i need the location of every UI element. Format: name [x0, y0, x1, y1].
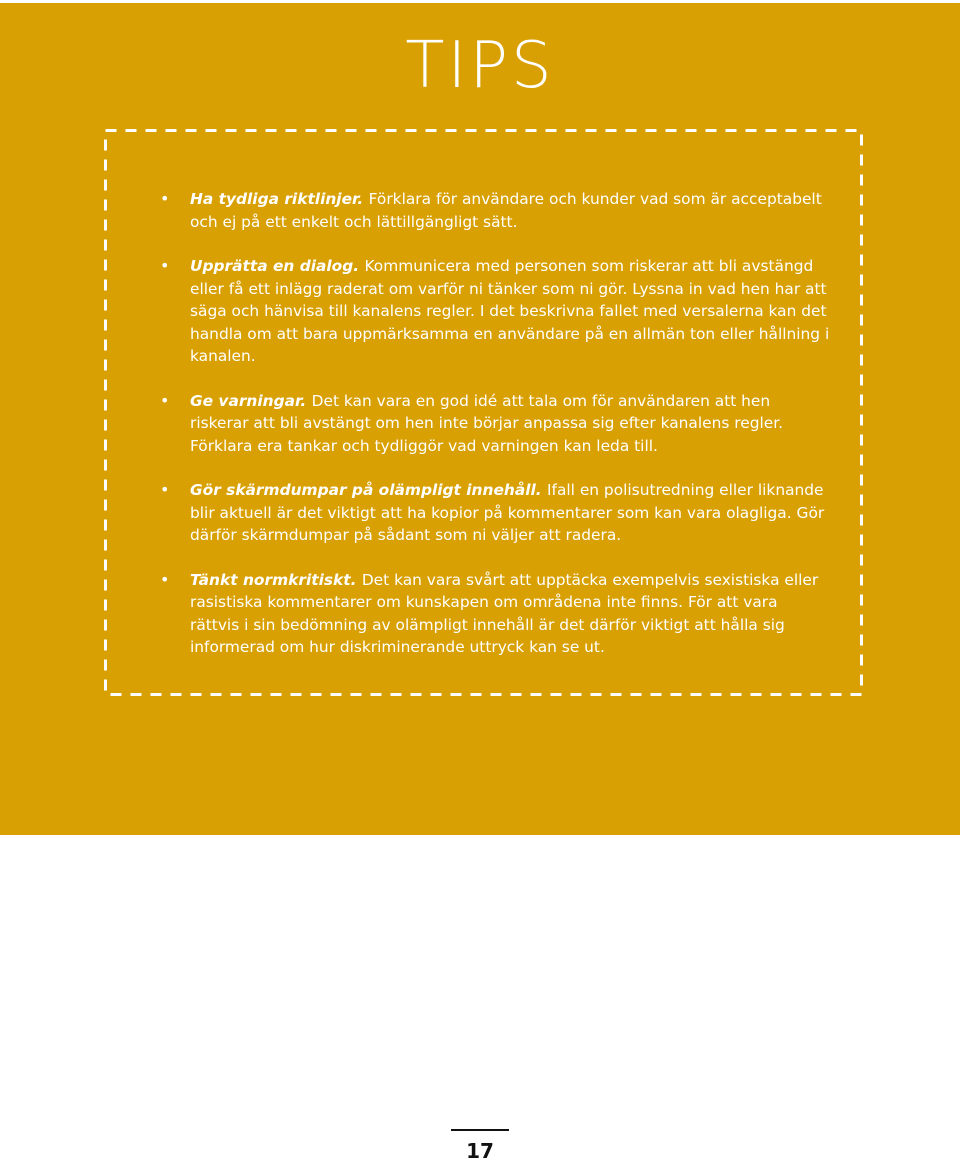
tip-item	[160, 479, 830, 547]
tip-lead: Tänkt normkritiskt.	[190, 570, 362, 589]
tip-item	[160, 255, 830, 368]
tip-lead: Gör skärmdumpar på olämpligt innehåll.	[190, 481, 547, 499]
page-number: 17	[466, 1139, 494, 1162]
tip-body: Det kan vara svårt att upptäcka exempelvis sexistiska eller rasistiska kommentarer om kunskapen om områdena inte finns. För att vara rättvis i sin bedömning av olämpligt innehåll är det därför viktigt att hålla sig informerad om hur diskriminerande uttryck kan se ut.	[190, 570, 819, 656]
bullet-icon: •	[160, 189, 170, 208]
tip-body: Ifall en polisutredning eller liknande blir aktuell är det viktigt att ha kopior på kommentarer som kan vara olagliga. Gör därför skärmdumpar på sådant som ni väljer att radera.	[190, 481, 825, 544]
tip-body: Förklara för användare och kunder vad som är acceptabelt och ej på ett enkelt och lättillgängligt sätt.	[190, 190, 822, 231]
bullet-icon: •	[160, 256, 170, 275]
tip-lead: Ge varningar.	[190, 391, 312, 410]
tip-item	[160, 188, 830, 233]
tips-list	[160, 188, 830, 681]
tip-item	[160, 569, 830, 659]
bullet-icon: •	[160, 480, 170, 499]
tip-item	[160, 390, 830, 458]
tip-lead: Ha tydliga riktlinjer.	[190, 190, 369, 208]
bullet-icon: •	[160, 390, 170, 410]
page-title: TIPS	[405, 29, 555, 103]
page-number-rule	[451, 1129, 509, 1131]
tip-lead: Upprätta en dialog.	[190, 257, 365, 275]
tip-body: Det kan vara en god idé att tala om för användaren att hen riskerar att bli avstängt om hen inte börjar anpassa sig efter kanalens regler. Förklara era tankar och tydliggör vad varningen kan leda till.	[190, 391, 784, 455]
bullet-icon: •	[160, 569, 170, 589]
tip-body: Kommunicera med personen som riskerar att bli avstängd eller få ett inlägg raderat om varför ni tänker som ni gör. Lyssna in vad hen har att säga och hänvisa till kanalens regler. I det beskrivna fallet med versalerna kan det handla om att bara uppmärksamma en användare på en allmän ton eller hållning i kanalen.	[190, 257, 830, 365]
top-strip	[0, 0, 960, 3]
